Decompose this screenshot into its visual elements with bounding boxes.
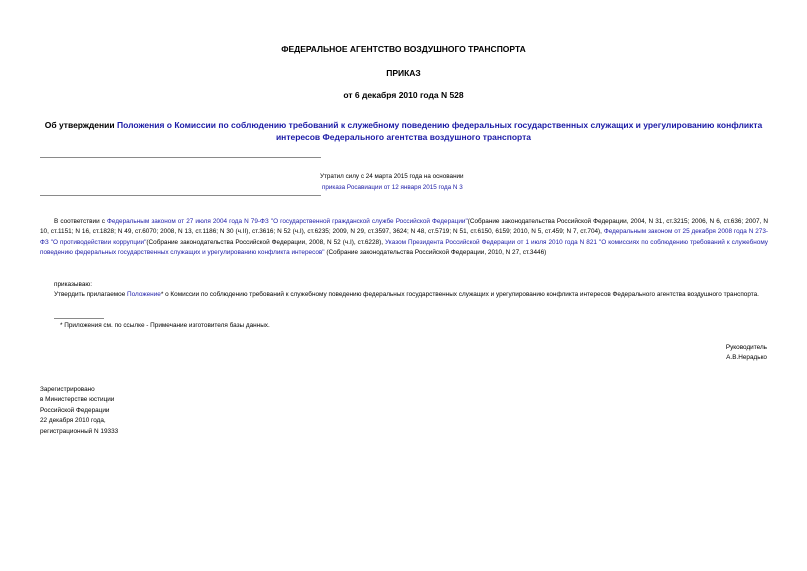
status-link[interactable]: приказа Росавиации от 12 января 2015 года N 3 xyxy=(322,184,463,191)
preamble-text-3: (Собрание законодательства Российской Федерации, 2008, N 52 (ч.I), ст.6228), xyxy=(146,238,386,246)
decree-821-link[interactable]: Указом Президента Российской Федерации от 1 июля 2010 года N 821 "О комиссиях по соблюдению требований к служебному поведению федеральных государственных служащих и урегулированию конфликта интересов" xyxy=(40,238,769,257)
regulation-link[interactable]: Положение xyxy=(127,291,161,298)
registration-line: 22 декабря 2010 года, xyxy=(40,417,106,425)
preamble-paragraph xyxy=(40,217,768,259)
registration-line: регистрационный N 19333 xyxy=(40,427,119,435)
preamble-text-4: (Собрание законодательства Российской Федерации, 2010, N 27, ст.3446) xyxy=(324,249,547,257)
law-273fz-link[interactable]: Федеральным законом от 25 декабря 2008 года N 273-ФЗ "О противодействии коррупции" xyxy=(40,228,768,246)
status-note xyxy=(320,171,500,193)
document-type: ПРИКАЗ xyxy=(386,68,421,78)
registration-block xyxy=(40,385,118,437)
registration-line: Зарегистрировано xyxy=(40,386,95,393)
status-text: Утратил силу с 24 марта 2015 года на основании xyxy=(320,173,464,180)
signature-block xyxy=(726,343,767,364)
preamble-text-1: В соответствии с xyxy=(54,218,108,225)
footnote-divider xyxy=(54,318,104,319)
agency-name: ФЕДЕРАЛЬНОЕ АГЕНТСТВО ВОЗДУШНОГО ТРАНСПОРТА xyxy=(281,44,526,54)
signature-name: А.В.Нерадько xyxy=(726,354,767,362)
law-79fz-link[interactable]: Федеральным законом от 27 июля 2004 года N 79-ФЗ "О государственной гражданской службе Российской Федерации" xyxy=(107,218,468,225)
divider-top xyxy=(40,157,321,158)
footnote: * Приложения см. по ссылке - Примечание изготовителя базы данных. xyxy=(60,322,270,329)
document-date-number: от 6 декабря 2010 года N 528 xyxy=(343,90,464,100)
signature-role: Руководитель xyxy=(725,344,767,351)
approve-paragraph xyxy=(40,290,768,300)
preamble-text-2: (Собрание законодательства Российской Федерации, 2004, N 31, ст.3215; 2006, N 6, ст.636; 2007, N 10, ст.1151; N 16, ст.1828; N 49, ст.6070; 2008, N 13, ст.1186; N 30 (ч.II), ст.3616; N 52 (ч.I), ст.6235; 2009, N 29, ст.3597, 3624; N 48, ст.5719; N 51, ст.6150, 6159; 2010, N 5, ст.459; N 7, ст.704), xyxy=(40,218,768,236)
approve-text-1: Утвердить прилагаемое xyxy=(54,291,128,298)
registration-line: в Министерстве юстиции xyxy=(40,396,115,404)
document-title xyxy=(40,119,767,143)
title-prefix: Об утверждении xyxy=(44,120,117,130)
order-word: приказываю: xyxy=(54,281,92,288)
divider-bottom xyxy=(40,195,321,196)
title-link[interactable]: Положения о Комиссии по соблюдению требований к служебному поведению федеральных государственных служащих и урегулированию конфликта интересов Федерального агентства воздушного транспорта xyxy=(116,120,763,142)
approve-text-2: * о Комиссии по соблюдению требований к служебному поведению федеральных государственных служащих и урегулированию конфликта интересов Федерального агентства воздушного транспорта. xyxy=(160,291,759,298)
registration-line: Российской Федерации xyxy=(40,406,110,414)
